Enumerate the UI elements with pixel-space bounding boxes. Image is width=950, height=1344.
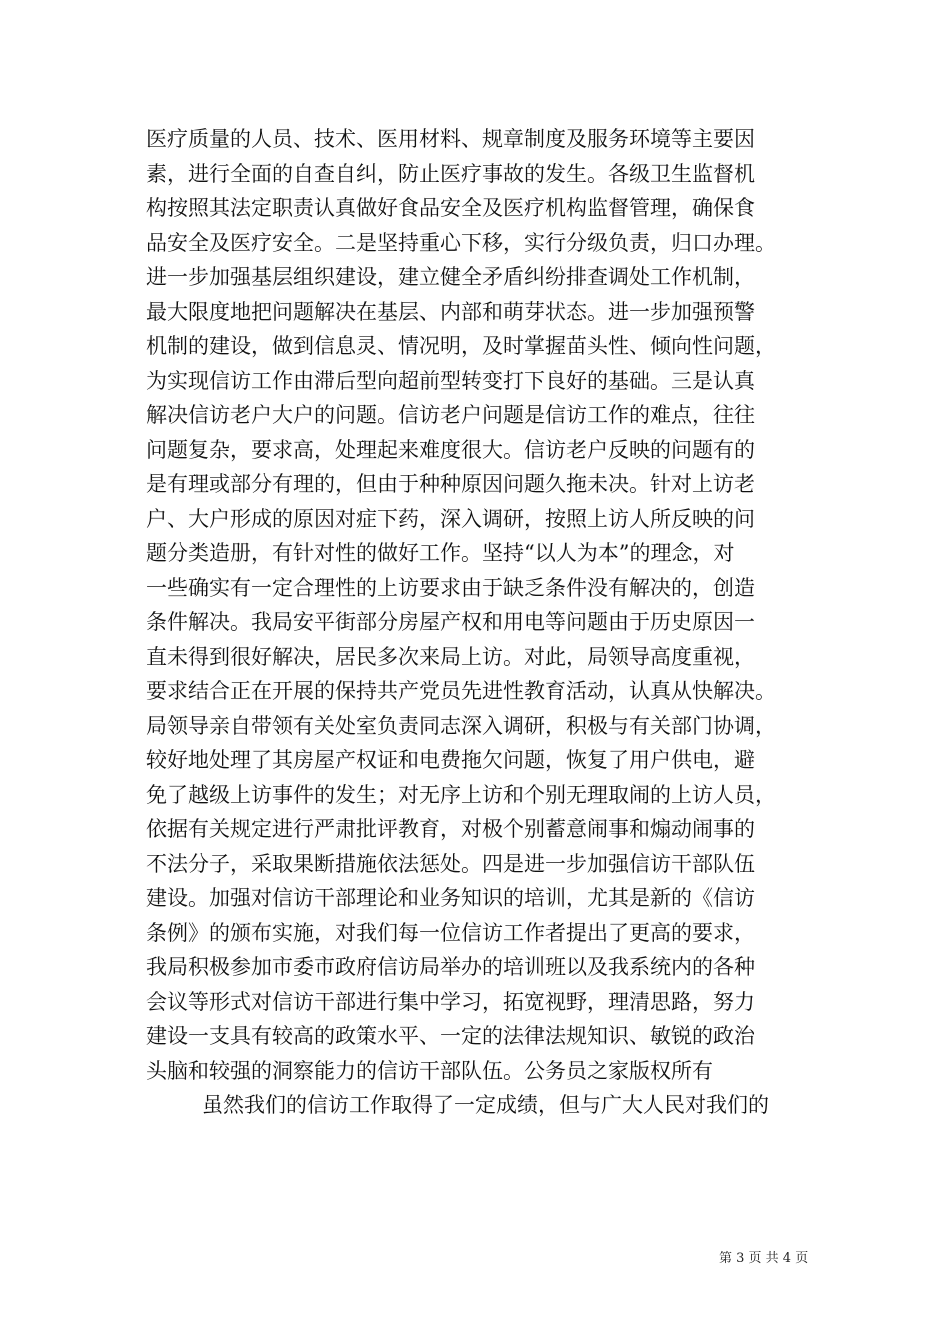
text-line: 户、大户形成的原因对症下药，深入调研，按照上访人所反映的问 <box>146 506 755 531</box>
text-line: 最大限度地把问题解决在基层、内部和萌芽状态。进一步加强预警 <box>146 299 755 324</box>
body-text <box>146 122 846 1123</box>
text-line: 进一步加强基层组织建设，建立健全矛盾纠纷排查调处工作机制， <box>146 265 755 289</box>
text-line: 医疗质量的人员、技术、医用材料、规章制度及服务环境等主要因 <box>146 127 755 151</box>
text-line: 解决信访老户大户的问题。信访老户问题是信访工作的难点，往往 <box>146 403 755 427</box>
text-line: 为实现信访工作由滞后型向超前型转变打下良好的基础。三是认真 <box>146 368 755 393</box>
text-line: 问题复杂，要求高，处理起来难度很大。信访老户反映的问题有的 <box>146 437 755 462</box>
text-line: 建设一支具有较高的政策水平、一定的法律法规知识、敏锐的政治 <box>146 1024 755 1048</box>
text-line: 局领导亲自带领有关处室负责同志深入调研，积极与有关部门协调， <box>146 713 776 738</box>
text-line: 免了越级上访事件的发生；对无序上访和个别无理取闹的上访人员， <box>146 782 776 807</box>
text-line: 是有理或部分有理的，但由于种种原因问题久拖未决。针对上访老 <box>146 472 755 496</box>
text-line: 构按照其法定职责认真做好食品安全及医疗机构监督管理，确保食 <box>146 196 755 220</box>
text-line: 一些确实有一定合理性的上访要求由于缺乏条件没有解决的，创造 <box>146 575 755 600</box>
text-line: 较好地处理了其房屋产权证和电费拖欠问题，恢复了用户供电，避 <box>146 748 755 772</box>
text-line: 我局积极参加市委市政府信访局举办的培训班以及我系统内的各种 <box>146 955 755 979</box>
text-line: 题分类造册，有针对性的做好工作。坚持“以人为本”的理念，对 <box>146 541 735 565</box>
text-line: 建设。加强对信访干部理论和业务知识的培训，尤其是新的《信访 <box>146 886 755 910</box>
text-line: 直未得到很好解决，居民多次来局上访。对此，局领导高度重视， <box>146 644 755 669</box>
text-line: 素，进行全面的自查自纠，防止医疗事故的发生。各级卫生监督机 <box>146 161 755 186</box>
text-line: 品安全及医疗安全。二是坚持重心下移，实行分级负责，归口办理。 <box>146 230 776 255</box>
page-number-footer: 第 3 页 共 4 页 <box>719 1251 809 1266</box>
text-line: 头脑和较强的洞察能力的信访干部队伍。公务员之家版权所有 <box>146 1058 713 1083</box>
text-line: 不法分子，采取果断措施依法惩处。四是进一步加强信访干部队伍 <box>146 851 755 876</box>
text-line: 依据有关规定进行严肃批评教育，对极个别蓄意闹事和煽动闹事的 <box>146 817 755 841</box>
text-line: 条例》的颁布实施，对我们每一位信访工作者提出了更高的要求， <box>146 920 755 945</box>
paragraph-start-line: 虽然我们的信访工作取得了一定成绩，但与广大人民对我们的 <box>202 1093 769 1117</box>
text-line: 条件解决。我局安平街部分房屋产权和用电等问题由于历史原因一 <box>146 610 755 634</box>
text-line: 要求结合正在开展的保持共产党员先进性教育活动，认真从快解决。 <box>146 679 776 703</box>
text-line: 机制的建设，做到信息灵、情况明，及时掌握苗头性、倾向性问题， <box>146 334 776 358</box>
text-line: 会议等形式对信访干部进行集中学习，拓宽视野，理清思路，努力 <box>146 989 755 1014</box>
